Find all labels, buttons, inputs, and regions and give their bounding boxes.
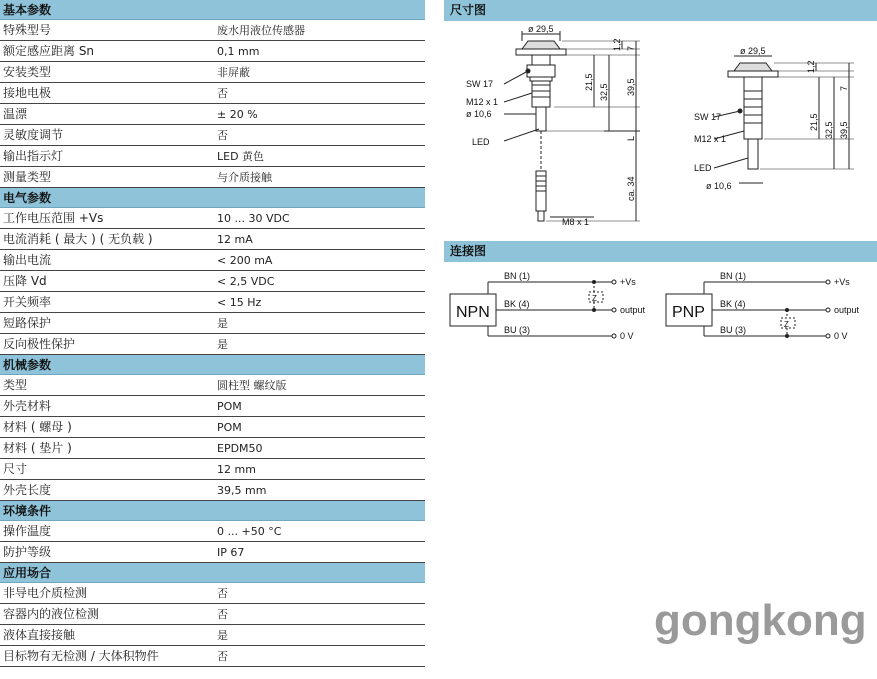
row-value: < 15 Hz xyxy=(217,296,262,309)
right-h1: 1,2 xyxy=(806,60,816,73)
section-header: 电气参数 xyxy=(0,188,425,208)
row-value: 与介质接触 xyxy=(217,171,272,184)
row-value: 否 xyxy=(217,650,228,663)
row-value: LED 黄色 xyxy=(217,150,265,163)
row-key: 输出指示灯 xyxy=(3,149,64,163)
watermark: gongkong xyxy=(654,596,867,645)
npn-bk: BK (4) xyxy=(504,299,530,309)
row-value: < 200 mA xyxy=(217,254,273,267)
section-header: 机械参数 xyxy=(0,355,425,375)
table-row xyxy=(0,375,425,396)
row-value: POM xyxy=(217,421,242,434)
table-row xyxy=(0,480,425,501)
row-value: POM xyxy=(217,400,242,413)
right-h4: 32,5 xyxy=(824,121,834,139)
npn-bu: BU (3) xyxy=(504,325,531,335)
dimension-drawing xyxy=(444,21,877,236)
table-row xyxy=(0,521,425,542)
section-header: 基本参数 xyxy=(0,0,425,20)
table-row xyxy=(0,604,425,625)
left-cable: ca. 34 xyxy=(626,176,636,201)
table-row xyxy=(0,625,425,646)
npn-out: output xyxy=(620,305,646,315)
row-key: 液体直接接触 xyxy=(3,628,76,642)
row-key: 防护等级 xyxy=(3,545,52,559)
table-row xyxy=(0,417,425,438)
npn-vs: +Vs xyxy=(620,277,636,287)
pnp-bu: BU (3) xyxy=(720,325,747,335)
right-h2: 7 xyxy=(839,85,849,91)
right-led: LED xyxy=(694,163,712,173)
row-value: EPDM50 xyxy=(217,442,263,455)
left-l: L xyxy=(626,135,636,141)
row-key: 短路保护 xyxy=(3,316,52,330)
npn-bn: BN (1) xyxy=(504,271,531,281)
row-value: 非屏蔽 xyxy=(217,66,250,79)
table-row xyxy=(0,438,425,459)
row-key: 类型 xyxy=(3,378,28,392)
row-key: 容器内的液位检测 xyxy=(3,607,100,621)
row-key: 电流消耗 ( 最大 ) ( 无负载 ) xyxy=(3,232,153,246)
row-key: 目标物有无检测 / 大体积物件 xyxy=(3,649,159,663)
row-key: 输出电流 xyxy=(3,253,52,267)
table-row xyxy=(0,459,425,480)
row-value: 是 xyxy=(217,338,228,351)
row-key: 材料 ( 垫片 ) xyxy=(3,441,72,455)
row-key: 尺寸 xyxy=(3,462,28,476)
row-key: 工作电压范围 +Vs xyxy=(3,211,104,225)
pnp-vs: +Vs xyxy=(834,277,850,287)
left-led: LED xyxy=(472,137,490,147)
row-key: 非导电介质检测 xyxy=(3,586,88,600)
table-row xyxy=(0,229,425,250)
right-d-top: ø 29,5 xyxy=(740,46,766,56)
row-value: 10 ... 30 VDC xyxy=(217,212,290,225)
table-row xyxy=(0,167,425,188)
left-d-top: ø 29,5 xyxy=(528,24,554,34)
row-key: 额定感应距离 Sn xyxy=(3,44,95,58)
pnp-bk: BK (4) xyxy=(720,299,746,309)
left-h5: 39,5 xyxy=(626,78,636,96)
row-value: 是 xyxy=(217,317,228,330)
table-row xyxy=(0,146,425,167)
table-row xyxy=(0,250,425,271)
table-row xyxy=(0,125,425,146)
table-row xyxy=(0,583,425,604)
pnp-label: PNP xyxy=(672,304,705,321)
table-row xyxy=(0,271,425,292)
row-value: 是 xyxy=(217,629,228,642)
table-row xyxy=(0,542,425,563)
row-key: 测量类型 xyxy=(3,170,52,184)
left-h4: 32,5 xyxy=(599,83,609,101)
left-d-low: ø 10,6 xyxy=(466,109,492,119)
row-key: 压降 Vd xyxy=(3,274,47,288)
row-value: 0,1 mm xyxy=(217,45,260,58)
row-value: 12 mm xyxy=(217,463,256,476)
section-header: 应用场合 xyxy=(0,563,425,583)
row-value: ± 20 % xyxy=(217,108,258,121)
right-d-low: ø 10,6 xyxy=(706,181,732,191)
row-value: 12 mA xyxy=(217,233,253,246)
row-value: 圆柱型 螺纹版 xyxy=(217,379,287,392)
left-h2: 7 xyxy=(626,45,636,51)
right-h5: 39,5 xyxy=(839,121,849,139)
pnp-bn: BN (1) xyxy=(720,271,747,281)
right-h3: 21,5 xyxy=(809,113,819,131)
row-key: 材料 ( 螺母 ) xyxy=(3,420,72,434)
row-value: 39,5 mm xyxy=(217,484,267,497)
row-value: 废水用液位传感器 xyxy=(217,24,305,37)
row-value: 否 xyxy=(217,608,228,621)
table-row xyxy=(0,313,425,334)
npn-z: Z xyxy=(592,294,597,303)
row-value: 0 ... +50 °C xyxy=(217,525,282,538)
connection-diagram xyxy=(444,262,877,352)
table-row xyxy=(0,208,425,229)
npn-zero: 0 V xyxy=(620,331,634,341)
table-row xyxy=(0,646,425,667)
row-value: 否 xyxy=(217,87,228,100)
conn-header: 连接图 xyxy=(444,241,877,262)
row-value: 否 xyxy=(217,129,228,142)
row-key: 开关频率 xyxy=(3,295,52,309)
table-row xyxy=(0,104,425,125)
pnp-zero: 0 V xyxy=(834,331,848,341)
pnp-out: output xyxy=(834,305,860,315)
row-value: < 2,5 VDC xyxy=(217,275,275,288)
left-sw: SW 17 xyxy=(466,79,494,89)
row-key: 反向极性保护 xyxy=(3,337,76,351)
left-thread: M12 x 1 xyxy=(466,97,499,107)
table-row xyxy=(0,396,425,417)
left-h3: 21,5 xyxy=(584,73,594,91)
row-key: 特殊型号 xyxy=(3,23,52,37)
right-thread: M12 x 1 xyxy=(694,134,727,144)
row-value: IP 67 xyxy=(217,546,245,559)
pnp-z: Z xyxy=(784,320,789,329)
row-value: 否 xyxy=(217,587,228,600)
row-key: 外壳长度 xyxy=(3,483,52,497)
row-key: 外壳材料 xyxy=(3,399,52,413)
spec-table xyxy=(0,0,425,667)
table-row xyxy=(0,62,425,83)
table-row xyxy=(0,20,425,41)
table-row xyxy=(0,334,425,355)
npn-label: NPN xyxy=(456,304,490,321)
left-h1: 1,2 xyxy=(612,38,622,51)
row-key: 灵敏度调节 xyxy=(3,128,64,142)
left-plug: M8 x 1 xyxy=(562,217,590,227)
row-key: 操作温度 xyxy=(3,524,52,538)
table-row xyxy=(0,292,425,313)
right-sw: SW 17 xyxy=(694,112,722,122)
table-row xyxy=(0,41,425,62)
table-row xyxy=(0,83,425,104)
row-key: 接地电极 xyxy=(3,86,52,100)
row-key: 温漂 xyxy=(3,107,28,121)
section-header: 环境条件 xyxy=(0,501,425,521)
row-key: 安装类型 xyxy=(3,65,52,79)
dims-header: 尺寸图 xyxy=(444,0,877,21)
